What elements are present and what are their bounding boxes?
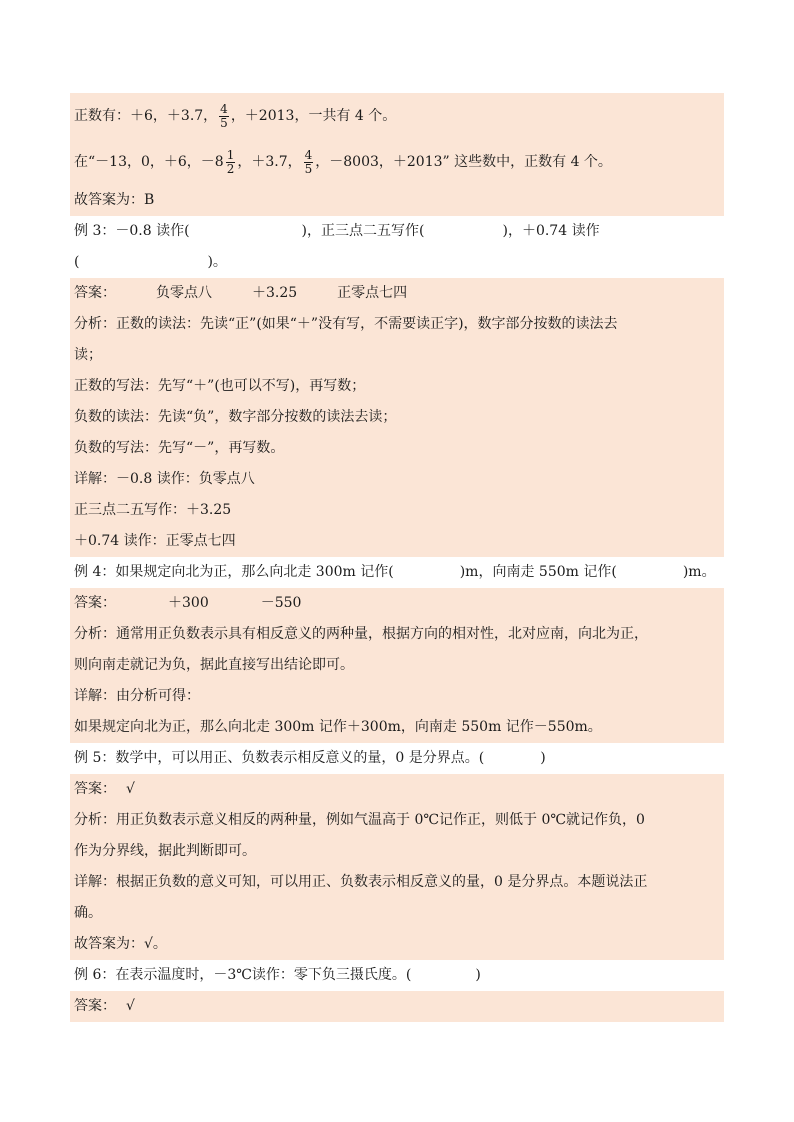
text-line: 确。	[74, 905, 102, 921]
text-line: 分析：正数的读法：先读“正”(如果“＋”没有写，不需要读正字)，数字部分按数的读法去	[74, 316, 618, 332]
text-line: 故答案为：√。	[74, 936, 167, 952]
text-line: 故答案为：B	[74, 192, 155, 208]
answer-line: 答案： √	[74, 998, 135, 1014]
fraction: $\frac{1}{2}$	[226, 147, 235, 176]
text-line: 例 3：－0.8 读作( )，正三点二五写作( )，＋0.74 读作	[74, 223, 600, 239]
text-line: 详解：根据正负数的意义可知，可以用正、负数表示相反意义的量，0 是分界点。本题说法正	[74, 874, 648, 890]
text-line: 详解：－0.8 读作：负零点八	[74, 471, 255, 487]
text-line: 读；	[74, 347, 102, 363]
fraction: $\frac{4}{5}$	[220, 101, 228, 130]
example-4-answer	[70, 588, 724, 743]
example-3-answer	[70, 278, 724, 557]
text-line: 负数的读法：先读“负”，数字部分按数的读法去读；	[74, 409, 397, 425]
text-line: 分析：通常用正负数表示具有相反意义的两种量，根据方向的相对性，北对应南，向北为正，	[74, 626, 648, 642]
text-line: 详解：由分析可得：	[74, 688, 200, 704]
text-line: 则向南走就记为负，据此直接写出结论即可。	[74, 657, 354, 673]
answer-line: 答案： √	[74, 781, 135, 797]
text-line: ( )。	[74, 254, 227, 270]
answer-line: 答案： ＋300 －550	[74, 595, 302, 611]
text-line: 正数的写法：先写“＋”(也可以不写)，再写数；	[74, 378, 366, 394]
document-page	[70, 93, 724, 1022]
example-6-answer	[70, 991, 724, 1022]
answer-line: 答案： 负零点八 ＋3.25 正零点七四	[74, 285, 408, 301]
text-line: 分析：用正负数表示意义相反的两种量，例如气温高于 0℃记作正，则低于 0℃就记作负，0	[74, 812, 645, 828]
text-line: 例 5：数学中，可以用正、负数表示相反意义的量，0 是分界点。( )	[74, 750, 546, 766]
text-line: 在“－13，0，＋6，－8 $\frac{1}{2}$ ，＋3.7， $\frac{4}{5}$ ，－8003，＋2013” 这些数中，正数有 4 个。	[74, 147, 612, 176]
example-4-question	[70, 557, 724, 588]
text-line: 例 4：如果规定向北为正，那么向北走 300m 记作( )m，向南走 550m 记作( )m。	[74, 564, 716, 580]
example-3-question	[70, 216, 724, 278]
text-line: 作为分界线，据此判断即可。	[74, 843, 256, 859]
example-5-answer	[70, 774, 724, 960]
example-5-question	[70, 743, 724, 774]
example-6-question	[70, 960, 724, 991]
text-line: 如果规定向北为正，那么向北走 300m 记作＋300m，向南走 550m 记作－550m。	[74, 719, 602, 735]
text-line: ＋0.74 读作：正零点七四	[74, 533, 236, 549]
text-line: 正数有：＋6，＋3.7， $\frac{4}{5}$ ，＋2013，一共有 4 个。	[74, 101, 397, 130]
text-line: 例 6：在表示温度时，－3℃读作：零下负三摄氏度。( )	[74, 967, 481, 983]
text-line: 负数的写法：先写“－”，再写数。	[74, 440, 285, 456]
text-line: 正三点二五写作：＋3.25	[74, 502, 232, 518]
fraction: $\frac{4}{5}$	[304, 147, 313, 176]
solution-block-2	[70, 93, 724, 216]
